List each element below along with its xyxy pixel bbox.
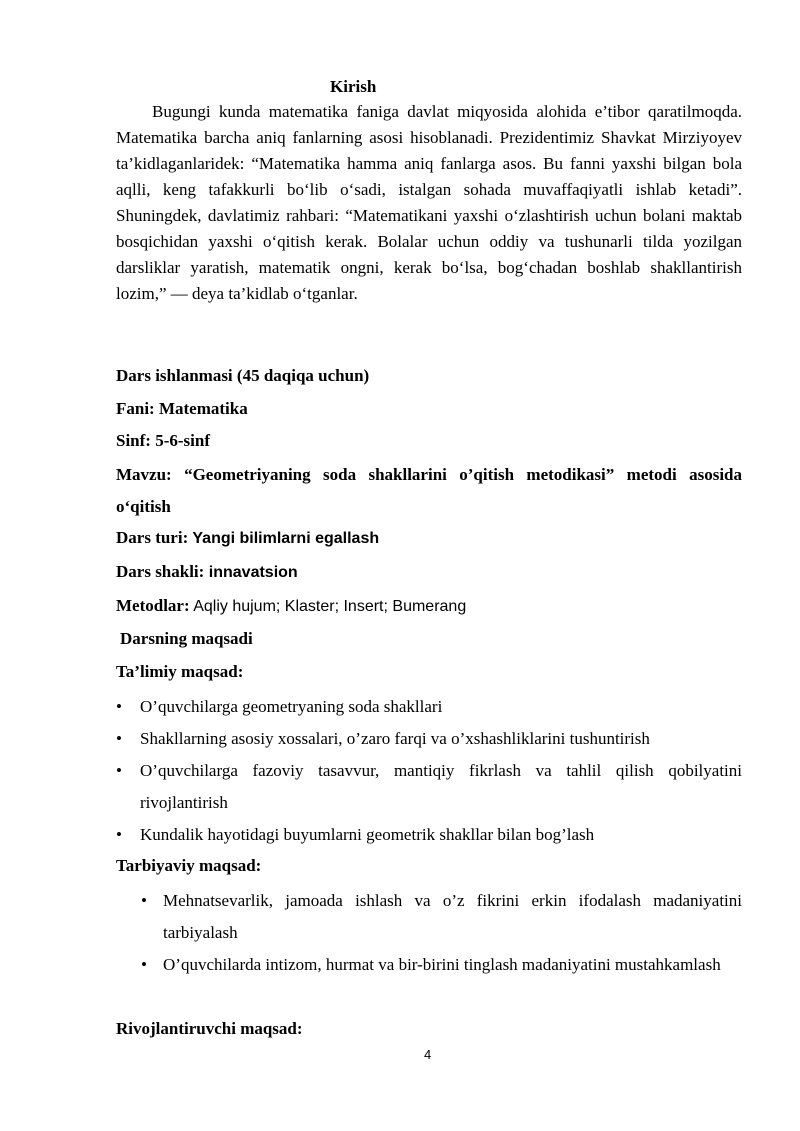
lesson-type-value: Yangi bilimlarni egallash bbox=[188, 530, 380, 547]
lesson-form-value: innavatsion bbox=[204, 564, 298, 581]
list-item bbox=[116, 723, 742, 755]
list-item-text: Mehnatsevarlik, jamoada ishlash va o’z fikrini erkin ifodalash madaniyatini tarbiyalash bbox=[163, 891, 742, 942]
lesson-topic: Mavzu: “Geometriyaning soda shakllarini o’qitish metodikasi” metodi asosida o‘qitish bbox=[116, 465, 742, 516]
lesson-methods-label: Metodlar: bbox=[116, 596, 190, 615]
lesson-subject: Fani: Matematika bbox=[116, 399, 248, 418]
intro-text: Bugungi kunda matematika faniga davlat miqyosida alohida e’tibor qaratilmoqda. Matematika barcha aniq fanlarning asosi hisoblanadi. Prezidentimiz Shavkat Mirziyoyev ta’kidlaganlaridek: “Matematika hamma aniq fanlarga asos. Bu fanni yaxshi bilgan bola aqlli, keng tafakkurli bo‘lib o‘sadi, istalgan sohada muvaffaqiyatli ishlab ketadi”. Shuningdek, davlatimiz rahbari: “Matematikani yaxshi o‘zlashtirish uchun bolani maktab bosqichidan yaxshi o‘qitish kerak. Bolalar uchun oddiy va tushunarli tilda yozilgan darsliklar yaratish, matematik ongni, kerak bo‘lsa, bog‘chadan boshlab shakllantirish lozim,” — deya ta’kidlab o‘tganlar. bbox=[116, 102, 742, 303]
bullet-icon: • bbox=[116, 729, 122, 748]
list-item-text: O’quvchilarga fazoviy tasavvur, mantiqiy fikrlash va tahlil qilish qobilyatini rivojlantirish bbox=[140, 761, 742, 812]
lesson-type bbox=[116, 528, 379, 548]
developing-goal-heading: Rivojlantiruvchi maqsad: bbox=[116, 1019, 303, 1038]
lesson-grade: Sinf: 5-6-sinf bbox=[116, 431, 210, 450]
bullet-icon: • bbox=[141, 891, 147, 910]
list-item bbox=[116, 819, 742, 851]
bullet-icon: • bbox=[116, 697, 122, 716]
upbringing-goal-list bbox=[141, 885, 742, 981]
edu-goal-list bbox=[116, 691, 742, 851]
lesson-type-label: Dars turi: bbox=[116, 528, 189, 547]
lesson-title: Dars ishlanmasi (45 daqiqa uchun) bbox=[116, 366, 370, 385]
edu-goal-heading: Ta’limiy maqsad: bbox=[116, 662, 244, 681]
lesson-form bbox=[116, 562, 298, 582]
section-heading: Kirish bbox=[330, 77, 377, 96]
bullet-icon: • bbox=[141, 955, 147, 974]
page-number: 4 bbox=[424, 1047, 432, 1062]
list-item bbox=[116, 755, 742, 819]
list-item bbox=[116, 691, 742, 723]
list-item-text: Shakllarning asosiy xossalari, o’zaro farqi va o’xshashliklarini tushuntirish bbox=[140, 729, 650, 748]
bullet-icon: • bbox=[116, 761, 122, 780]
list-item-text: Kundalik hayotidagi buyumlarni geometrik shakllar bilan bog’lash bbox=[140, 825, 595, 844]
list-item-text: O’quvchilarda intizom, hurmat va bir-birini tinglash madaniyatini mustahkamlash bbox=[163, 955, 721, 974]
lesson-form-label: Dars shakli: bbox=[116, 562, 205, 581]
upbringing-goal-heading: Tarbiyaviy maqsad: bbox=[116, 856, 262, 875]
lesson-methods-value: Aqliy hujum; Klaster; Insert; Bumerang bbox=[189, 598, 467, 615]
list-item bbox=[141, 885, 742, 949]
goal-heading: Darsning maqsadi bbox=[120, 629, 253, 648]
list-item bbox=[141, 949, 742, 981]
list-item-text: O’quvchilarga geometryaning soda shakllari bbox=[140, 697, 443, 716]
lesson-methods bbox=[116, 596, 466, 616]
bullet-icon: • bbox=[116, 825, 122, 844]
intro-paragraph bbox=[116, 99, 742, 307]
